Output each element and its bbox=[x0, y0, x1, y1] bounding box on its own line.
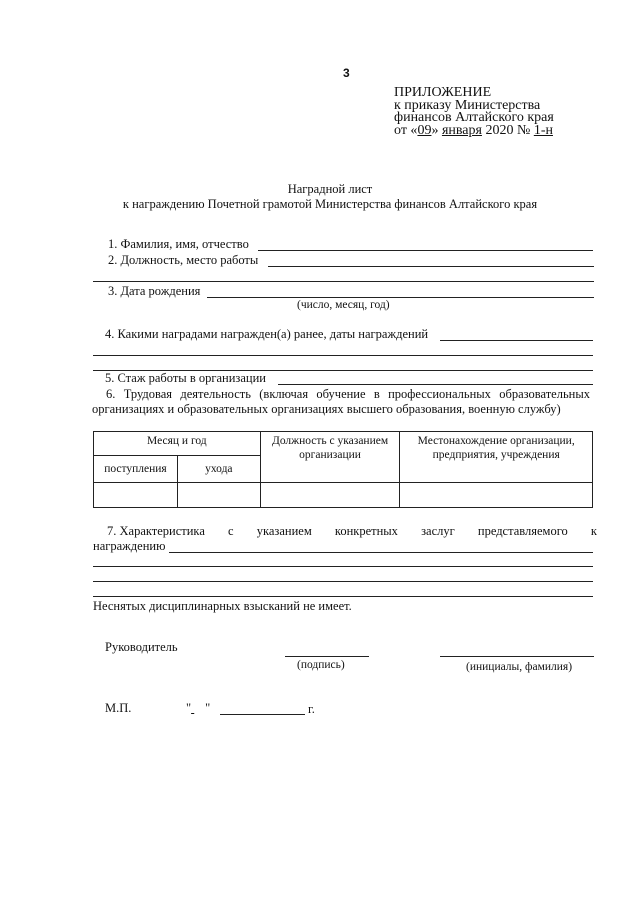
characteristic-word: заслуг bbox=[421, 524, 455, 538]
appendix-order: к приказу Министерства bbox=[394, 97, 541, 113]
head-label: Руководитель bbox=[105, 640, 178, 654]
field-experience-line[interactable] bbox=[278, 384, 593, 385]
date-day: 09 bbox=[417, 122, 432, 138]
order-number: 1-н bbox=[533, 122, 553, 138]
date-day-blank[interactable] bbox=[191, 701, 205, 716]
field-experience-label: 5. Стаж работы в организации bbox=[105, 371, 266, 385]
field-awards-label: 4. Какими наградами награжден(а) ранее, даты награждений bbox=[105, 327, 429, 341]
characteristic-line-1[interactable] bbox=[169, 552, 593, 553]
cell-position[interactable] bbox=[260, 482, 400, 507]
field-full-name-line[interactable] bbox=[258, 250, 593, 251]
cell-start[interactable] bbox=[94, 482, 178, 507]
no-penalties-text: Неснятых дисциплинарных взысканий не имеет. bbox=[93, 599, 352, 613]
field-position-line[interactable] bbox=[268, 266, 594, 267]
appendix-block bbox=[394, 87, 554, 137]
field-awards-line-2[interactable] bbox=[93, 355, 593, 356]
cell-end[interactable] bbox=[177, 482, 260, 507]
characteristic-line-2[interactable] bbox=[93, 566, 593, 567]
field-awards-line[interactable] bbox=[440, 340, 593, 341]
name-line[interactable] bbox=[440, 656, 594, 657]
header-location: Местонахождение организации, предприятия, учреждения bbox=[400, 432, 593, 483]
appendix-date bbox=[394, 122, 554, 138]
signature-hint: (подпись) bbox=[297, 659, 345, 671]
work-history-table bbox=[93, 431, 593, 508]
stamp-label: М.П. bbox=[105, 701, 132, 715]
date-month-line[interactable] bbox=[220, 714, 305, 715]
header-end: ухода bbox=[177, 456, 260, 482]
date-prefix: от « bbox=[394, 122, 418, 138]
date-quote-close: " bbox=[205, 701, 211, 715]
header-month-year: Месяц и год bbox=[94, 432, 261, 456]
characteristic-word: к bbox=[590, 524, 597, 538]
date-mid: » bbox=[431, 122, 442, 138]
characteristic-for-award: награждению bbox=[93, 539, 166, 553]
field-position-line-2[interactable] bbox=[93, 281, 594, 282]
header-start: поступления bbox=[94, 456, 178, 482]
appendix-ministry: финансов Алтайского края bbox=[394, 110, 554, 125]
appendix-title: ПРИЛОЖЕНИЕ bbox=[394, 85, 492, 100]
field-birth-date-label: 3. Дата рождения bbox=[108, 284, 201, 298]
field-full-name-label: 1. Фамилия, имя, отчество bbox=[108, 237, 249, 251]
date-quote-open: " bbox=[186, 701, 192, 715]
characteristic-line-3[interactable] bbox=[93, 581, 593, 582]
characteristic-word: представляемого bbox=[477, 524, 568, 538]
characteristic-line bbox=[107, 524, 597, 539]
header-position: Должность с указанием организации bbox=[260, 432, 400, 483]
characteristic-line-4[interactable] bbox=[93, 596, 593, 597]
document-title: Наградной лист bbox=[287, 182, 373, 196]
field-position-label: 2. Должность, место работы bbox=[108, 253, 259, 267]
name-hint: (инициалы, фамилия) bbox=[466, 661, 573, 673]
document-subtitle: к награждению Почетной грамотой Министерства финансов Алтайского края bbox=[122, 197, 538, 211]
field-birth-date-line[interactable] bbox=[207, 297, 594, 298]
cell-location[interactable] bbox=[400, 482, 593, 507]
page-number: 3 bbox=[343, 66, 350, 80]
field-work-history-label: 6. Трудовая деятельность (включая обучение в профессиональных образовательных организациях и образовательных организациях высшего образования, военную службу) bbox=[92, 387, 590, 416]
signature-line[interactable] bbox=[285, 656, 369, 657]
date-month: января bbox=[441, 122, 482, 138]
characteristic-word: 7. Характеристика bbox=[107, 524, 205, 538]
characteristic-word: конкретных bbox=[334, 524, 398, 538]
characteristic-word: указанием bbox=[256, 524, 312, 538]
date-year: 2020 № bbox=[481, 122, 534, 138]
birth-date-hint: (число, месяц, год) bbox=[297, 299, 390, 311]
sign-date bbox=[186, 701, 210, 716]
characteristic-word: с bbox=[228, 524, 234, 538]
year-suffix: г. bbox=[308, 702, 315, 716]
